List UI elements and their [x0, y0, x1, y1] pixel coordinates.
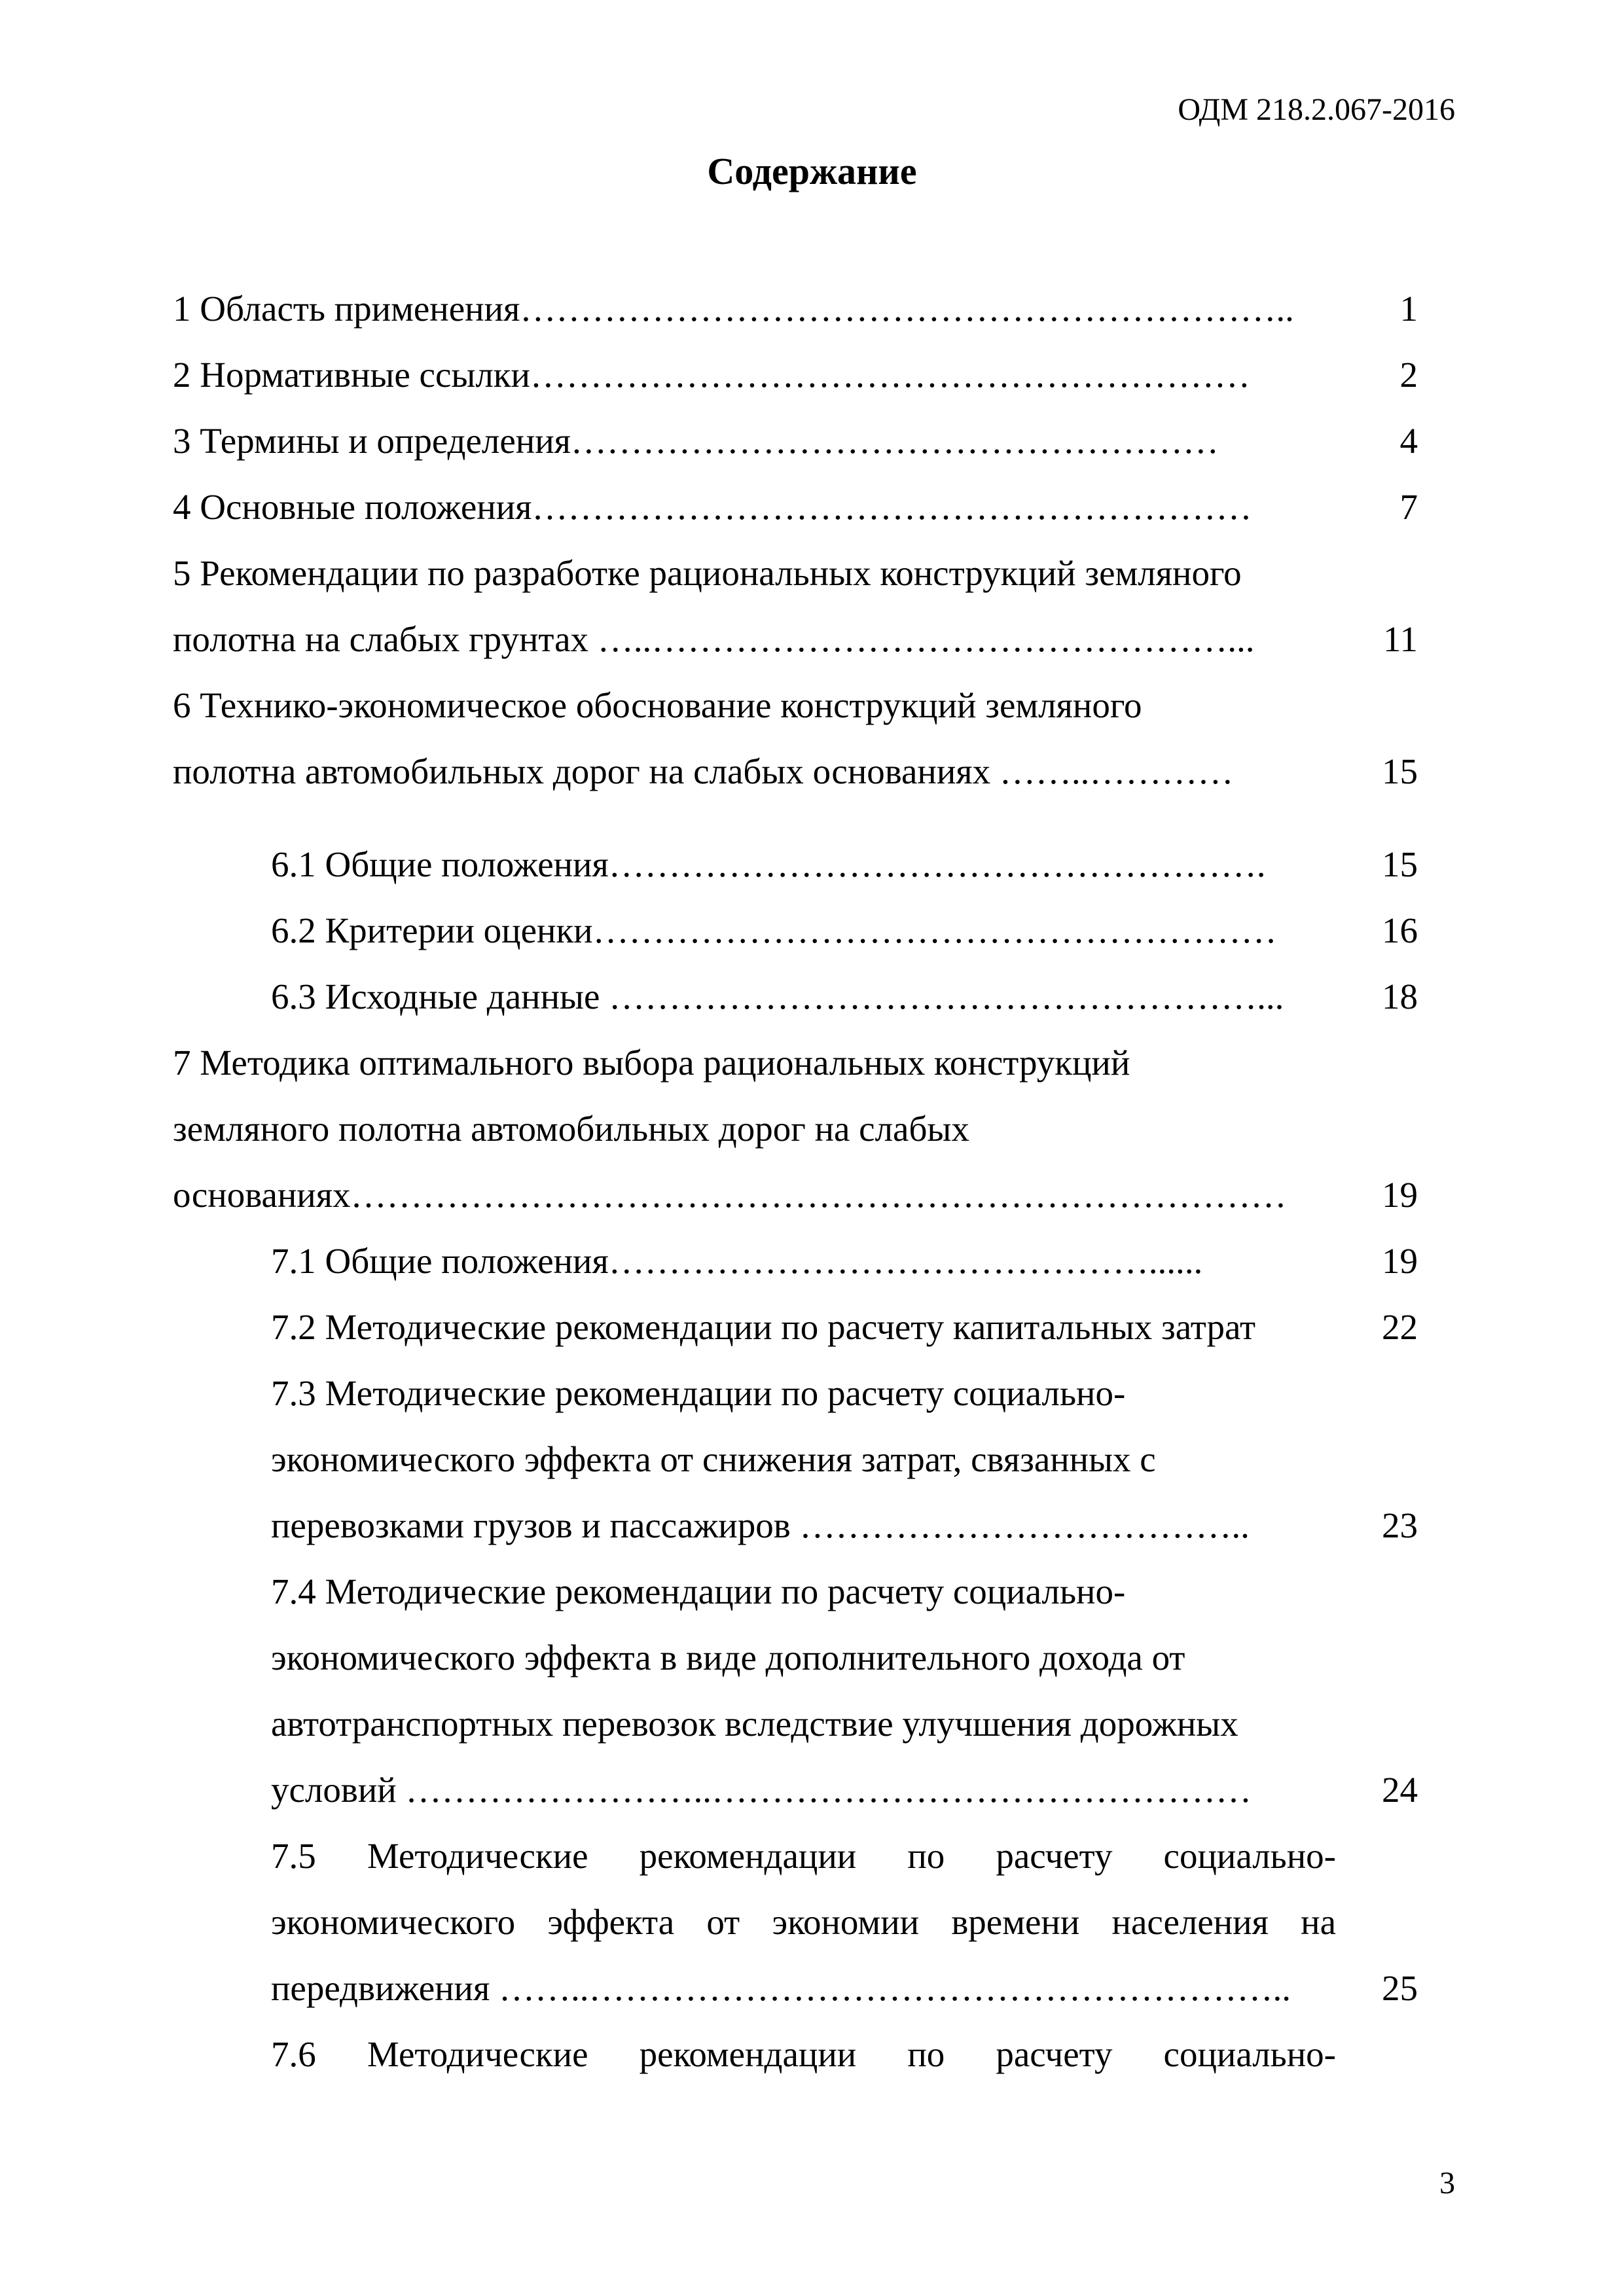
toc-entry: [173, 1096, 1418, 1162]
toc-entry-page: 19: [1382, 1175, 1418, 1215]
toc-entry: [173, 540, 1418, 606]
page-title: Содержание: [707, 150, 917, 192]
toc-entry: [173, 963, 1418, 1030]
toc-entry-text: полотна на слабых грунтах …..…………………………………………...: [173, 619, 1255, 659]
toc-entry: [173, 1492, 1418, 1558]
toc-entry-text: 2 Нормативные ссылки……………………………………………………: [173, 355, 1250, 395]
toc-entry-text: 1 Область применения………………………………………………………..: [173, 289, 1294, 329]
toc-entry-text: 6.3 Исходные данные ………………………………………………...: [271, 977, 1284, 1016]
toc-entry: [173, 1757, 1418, 1823]
toc-entry: [173, 1294, 1418, 1360]
toc-entry-page: 19: [1382, 1241, 1418, 1281]
toc-entry-text: автотранспортных перевозок вследствие улучшения дорожных: [271, 1704, 1238, 1744]
toc-entry: [173, 2021, 1418, 2087]
toc-entry-text: земляного полотна автомобильных дорог на слабых: [173, 1109, 969, 1149]
toc-entry-text: передвижения ……..…………………………………………………..: [271, 1968, 1291, 2008]
toc-entry-page: 11: [1383, 619, 1418, 659]
toc-entry: [173, 1030, 1418, 1096]
toc-entry-page: 23: [1382, 1505, 1418, 1545]
toc-entry-page: 7: [1399, 487, 1418, 527]
toc-entry: [173, 1691, 1418, 1757]
toc-entry-text: 7.6 Методические рекомендации по расчету социально-: [271, 2034, 1336, 2074]
page-number: 3: [1439, 2166, 1455, 2200]
toc-entry-text: 6.1 Общие положения……………………………………………….: [271, 844, 1266, 884]
toc-entry-text: 6.2 Критерии оценки…………………………………………………: [271, 910, 1277, 950]
toc-entry-page: 2: [1399, 355, 1418, 395]
toc-entry: [173, 474, 1418, 540]
toc-entry-text: основаниях……………………………………………………………………: [173, 1175, 1287, 1215]
toc-entry: [173, 276, 1418, 342]
toc-entry: [173, 1426, 1418, 1492]
toc-entry: [173, 1955, 1418, 2021]
toc-entry-text: 7.5 Методические рекомендации по расчету социально-: [271, 1836, 1336, 1876]
toc-entry-text: 4 Основные положения……………………………………………………: [173, 487, 1252, 527]
toc-entry-page: 24: [1382, 1770, 1418, 1810]
toc-entry: [173, 897, 1418, 963]
toc-entry: [173, 606, 1418, 672]
toc-entry-page: 22: [1382, 1307, 1418, 1347]
toc-entry-page: 16: [1382, 910, 1418, 950]
toc-entry: [173, 1624, 1418, 1691]
toc-entry-text: условий ……………………..………………………………………: [271, 1770, 1252, 1810]
toc-entry: [173, 1823, 1418, 1889]
toc-entry-text: 7.2 Методические рекомендации по расчету капитальных затрат: [271, 1307, 1255, 1347]
toc-entry: [173, 1162, 1418, 1228]
toc-entry-page: 1: [1399, 289, 1418, 329]
toc-entry-text: полотна автомобильных дорог на слабых основаниях ……..…………: [173, 751, 1234, 791]
toc-entry-text: 7.4 Методические рекомендации по расчету социально-: [271, 1571, 1126, 1611]
toc-entry: [173, 1360, 1418, 1426]
toc-entry-text: 7.1 Общие положения………………………………………......: [271, 1241, 1203, 1281]
toc-entry: [173, 1228, 1418, 1294]
toc-entry: [173, 738, 1418, 804]
toc-entry-text: 7.3 Методические рекомендации по расчету социально-: [271, 1373, 1126, 1413]
toc-entry-text: перевозками грузов и пассажиров ………………………………..: [271, 1505, 1250, 1545]
toc-entry-page: 15: [1382, 844, 1418, 884]
toc-entry-text: 7 Методика оптимального выбора рациональных конструкций: [173, 1043, 1130, 1083]
toc-entry: [173, 408, 1418, 474]
toc-entry-text: 5 Рекомендации по разработке рациональных конструкций земляного: [173, 553, 1242, 593]
toc-entry: [173, 342, 1418, 408]
document-code: ОДМ 218.2.067-2016: [1178, 92, 1455, 127]
toc-entry-text: экономического эффекта от экономии времени населения на: [271, 1902, 1336, 1942]
toc-entry: [173, 831, 1418, 897]
toc-entry: [173, 1889, 1418, 1955]
toc-entry-text: экономического эффекта в виде дополнительного дохода от: [271, 1638, 1185, 1677]
toc-entry: [173, 1558, 1418, 1624]
toc-entry-text: 6 Технико-экономическое обоснование конструкций земляного: [173, 685, 1142, 725]
toc-entry-page: 25: [1382, 1968, 1418, 2008]
toc-entry-text: экономического эффекта от снижения затрат, связанных с: [271, 1439, 1156, 1479]
toc-entry-page: 18: [1382, 977, 1418, 1016]
toc-entry-page: 15: [1382, 751, 1418, 791]
toc-entry: [173, 672, 1418, 738]
toc-entry-text: 3 Термины и определения………………………………………………: [173, 421, 1219, 461]
toc-entry-page: 4: [1399, 421, 1418, 461]
